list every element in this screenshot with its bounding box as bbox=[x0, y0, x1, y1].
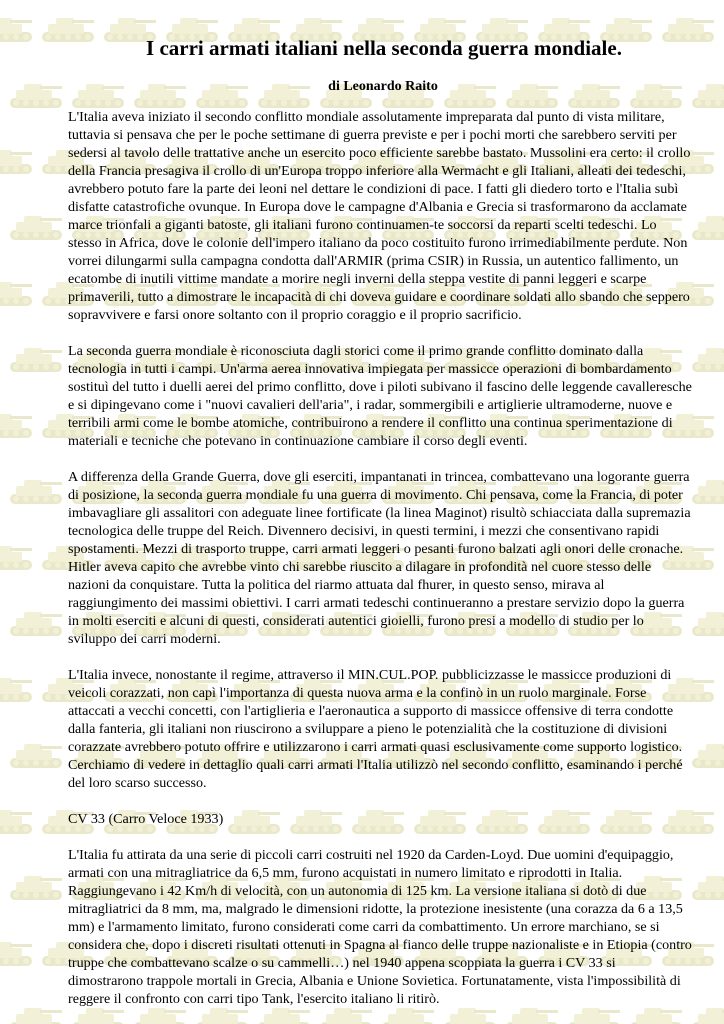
paragraph-italy-armor: L'Italia invece, nonostante il regime, attraverso il MIN.CUL.POP. pubblicizzasse le massicce produzioni di veicoli corazzati, non capì l'importanza di questa nuova arma e la confinò in un ruolo marginale. Forse attaccati a vecchi concetti, con l'artiglieria e l'aeronautica a supporto di massicce offensive di terra condotte dalla fanteria, gli italiani non riuscirono a sviluppare a pieno le potenzialità che la costituzione di divisioni corazzate avrebbero potuto offrire e utilizzarono i carri armati quasi esclusivamente come supporto logistico. Cerchiamo di vedere in dettaglio quali carri armati l'Italia utilizzò nel secondo conflitto, esaminando i perché del loro scarso successo. bbox=[68, 667, 683, 791]
section-heading-cv33: CV 33 (Carro Veloce 1933) bbox=[68, 811, 224, 827]
paragraph-cv33: L'Italia fu attirata da una serie di piccoli carri costruiti nel 1920 da Carden-Loyd. Due uomini d'equipaggio, armati con una mitragliatrice da 6,5 mm, furono acquistati in numero limitato e riprodotti in Italia. Raggiungevano i 42 Km/h di velocità, con un autonomia di 125 km. La versione italiana si dotò di due mitragliatrici da 8 mm, ma, malgrado le dimensioni ridotte, la protezione inesistente (una corazza da 6 a 13,5 mm) e l'armamento limitato, furono considerati come carri da combattimento. Un errore marchiano, se si considera che, dopo i discreti risultati ottenuti in Spagna al fianco delle truppe nazionaliste e in Etiopia (contro truppe che combattevano scalze o su cammelli…) nel 1940 appena scoppiata la guerra i CV 33 si dimostrarono trappole mortali in Grecia, Albania e Unione Sovietica. Fortunatamente, vista l'impossibilità di reggere il confronto con carri tipo Tank, l'esercito italiano li ritirò. bbox=[68, 847, 692, 1007]
author-byline: di Leonardo Raito bbox=[328, 79, 438, 94]
document-body bbox=[68, 108, 692, 1008]
paragraph-intro: L'Italia aveva iniziato il secondo conflitto mondiale assolutamente impreparata dal punto di vista militare, tuttavia si pensava che per le poche settimane di guerra previste e per i pochi morti che sarebbero serviti per sedersi al tavolo delle trattative anche un esercito poco efficiente sarebbe bastato. Mussolini era certo: il crollo della Francia presagiva il crollo di un'Europa troppo inferiore alla Wermacht e gli Italiani, alleati dei tedeschi, avrebbero potuto fare la parte dei leoni nel dettare le condizioni di pace. I fatti gli diedero torto e l'Italia subì disfatte catastrofiche ovunque. In Europa dove le campagne d'Albania e Grecia si trasformarono da acclamate marce trionfali a giganti batoste, gli italiani furono continuamen-te soccorsi da reparti scelti tedeschi. Lo stesso in Africa, dove le colonie dell'impero italiano da poco costituito furono irrimediabilmente perdute. Non vorrei dilungarmi sulla campagna condotta dall'ARMIR (prima CSIR) in Russia, un autentico fallimento, un ecatombe di inutili vittime mandate a morire negli inverni della steppa vestite di panni leggeri e scarpe primaverili, tutto a dimostrare le incapacità di chi doveva guidare e coordinare soldati allo sbando che seppero sopravvivere e farsi onore soltanto con il proprio coraggio e il proprio sacrificio. bbox=[68, 109, 691, 323]
paragraph-movement-war: A differenza della Grande Guerra, dove gli eserciti, impantanati in trincea, combattevano una logorante guerra di posizione, la seconda guerra mondiale fu una guerra di movimento. Chi pensava, come la Francia, di poter imbavagliare gli assalitori con adeguate linee fortificate (la linea Maginot) risultò schiacciata dalla supremazia tecnologica delle truppe del Reich. Divennero decisivi, in questi termini, i mezzi che consentivano rapidi spostamenti. Mezzi di trasporto truppe, carri armati leggeri o pesanti furono balzati agli onori delle cronache. Hitler aveva capito che avrebbe vinto chi sarebbe riuscito a dilagare in profondità nel cuore stesso delle nazioni da conquistare. Tutta la politica del riarmo attuata dal fhurer, in questo senso, mirava al raggiungimento dei massimi obiettivi. I carri armati tedeschi continueranno a prestare servizio dopo la guerra in molti eserciti e alcuni di questi, considerati autentici gioielli, furono presi a modello di studio per lo sviluppo dei carri moderni. bbox=[68, 469, 691, 647]
page-title: I carri armati italiani nella seconda guerra mondiale. bbox=[146, 36, 622, 60]
paragraph-technology: La seconda guerra mondiale è riconosciuta dagli storici come il primo grande conflitto dominato dalla tecnologia in tutti i campi. Un'arma aerea innovativa impiegata per massicce operazioni di bombardamento sostituì del tutto i duelli aerei del primo conflitto, dove i piloti subivano il fascino delle leggende cavalleresche e si dipingevano come i "nuovi cavalieri dell'aria", i radar, sommergibili e artiglierie ultramoderne, nuove e terribili armi come le bombe atomiche, contribuirono a rendere il conflitto una continua sperimentazione di materiali e tecniche che potevano in continuazione cambiare il corso degli eventi. bbox=[68, 343, 692, 449]
